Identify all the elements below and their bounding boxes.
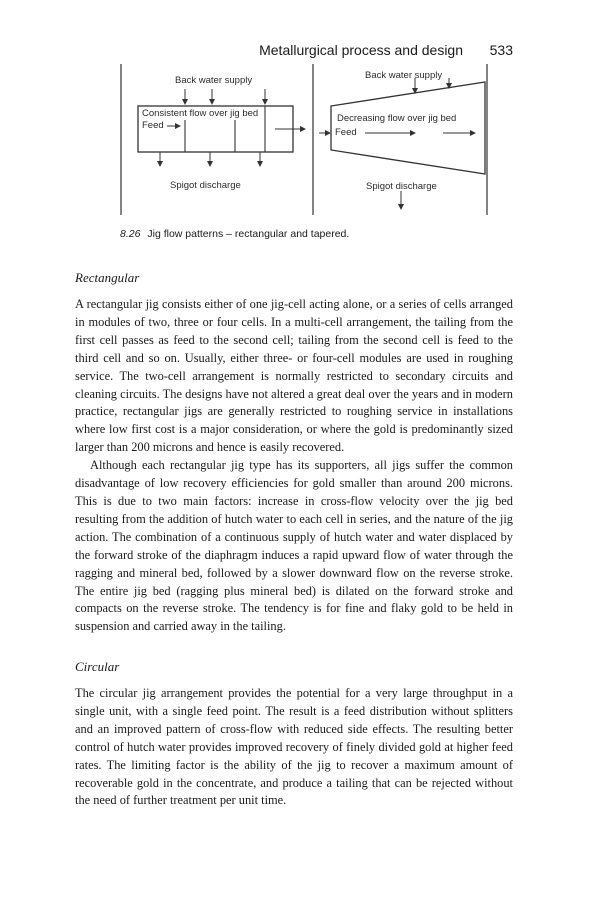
rect-feed-label: Feed: [142, 120, 164, 131]
rect-discharge-label: Spigot discharge: [170, 180, 241, 191]
section-body-rectangular: [75, 296, 513, 636]
rect-supply-label: Back water supply: [175, 75, 253, 86]
section-body-circular: [75, 685, 513, 810]
tapered-flow-label: Decreasing flow over jig bed: [337, 113, 457, 124]
running-title: Metallurgical process and design: [259, 42, 463, 58]
running-header: [75, 42, 513, 62]
section-heading-circular: Circular: [75, 659, 120, 674]
tapered-discharge-label: Spigot discharge: [366, 181, 437, 192]
jig-flow-diagram: [75, 64, 513, 224]
figure-jig-flow-patterns: [75, 64, 513, 224]
figure-caption: [120, 228, 349, 240]
section-heading-rectangular: Rectangular: [75, 270, 140, 285]
caption-text: Jig flow patterns – rectangular and tapered.: [147, 228, 350, 240]
caption-number: 8.26: [120, 228, 141, 240]
rect-flow-label: Consistent flow over jig bed: [142, 108, 259, 119]
page-number: 533: [489, 42, 513, 58]
tapered-supply-label: Back water supply: [365, 70, 443, 81]
paragraph: Although each rectangular jig type has its supporters, all jigs suffer the common disadvantage of low recovery efficiencies for gold smaller than around 200 microns. This is due to two main factors: increase in cross-flow velocity over the jig bed resulting from the addition of hutch water to each cell in series, and the nature of the jig action. The combination of a continuous supply of hutch water and water displaced by the forward stroke of the diaphragm induces a rapid upward flow of water through the ragging and mineral bed, followed by a slower downward flow on the reverse stroke. The entire jig bed (ragging plus mineral bed) is dilated on the forward stroke and compacts on the reverse stroke. The tendency is for fine and flaky gold to be held in suspension and carried away in the tailing.: [75, 458, 513, 634]
tapered-feed-label: Feed: [335, 127, 357, 138]
paragraph: A rectangular jig consists either of one jig-cell acting alone, or a series of cells arranged in modules of two, three or four cells. In a multi-cell arrangement, the tailing from the first cell passes as feed to the second cell; tailing from the second cell is feed to the third cell and so on. Usually, either three- or four-cell modules are used in roughing service. The two-cell arrangement is normally restricted to secondary circuits and cleaning circuits. The designs have not altered a great deal over the years and in modern practice, rectangular jigs are generally restricted to roughing service in installations where low first cost is a major consideration, or where the gold is predominantly sized larger than 200 microns and hence is easily recovered.: [75, 297, 513, 455]
paragraph: The circular jig arrangement provides the potential for a very large throughput in a single unit, with a single feed point. The result is a feed distribution without splitters and an improved pattern of cross-flow with reduced side effects. The resulting better control of hutch water provides improved recovery of finely divided gold at higher feed rates. The limiting factor is the ability of the jig to recover a maximum amount of recoverable gold in the concentrate, and produce a tailing that can be rejected without the need of further treatment per unit time.: [75, 686, 513, 808]
